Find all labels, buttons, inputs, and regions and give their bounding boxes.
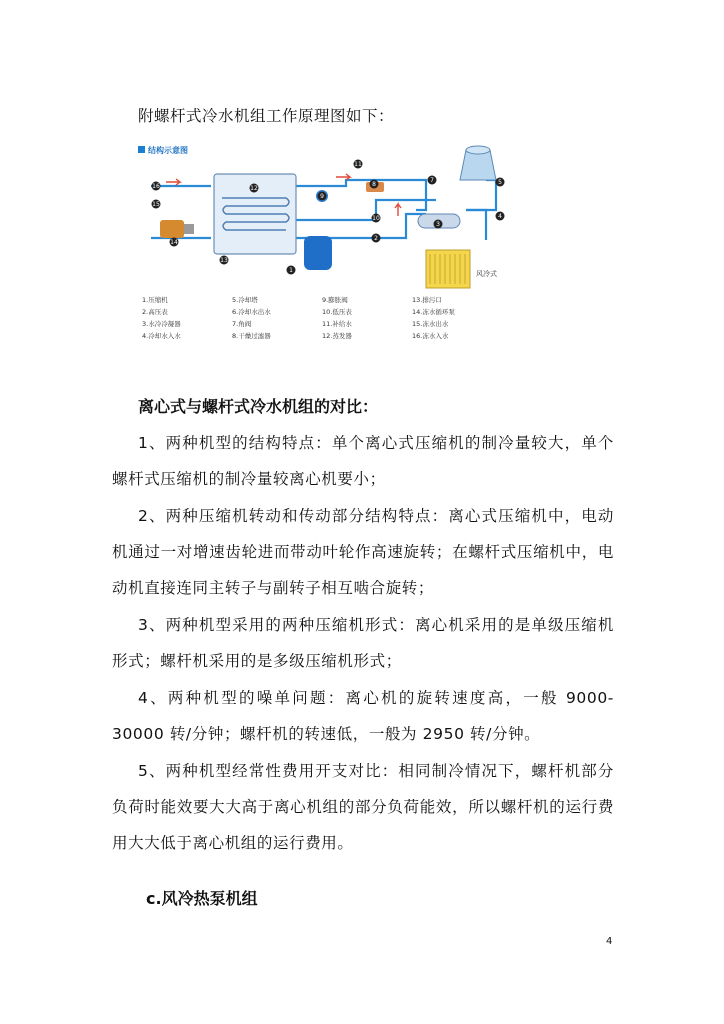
page-number: 4 — [606, 936, 613, 947]
air-cooled-label: 风冷式 — [476, 270, 497, 278]
svg-text:4: 4 — [498, 213, 502, 220]
svg-text:9.膨胀阀: 9.膨胀阀 — [322, 296, 348, 304]
diagram-title-marker — [138, 146, 145, 153]
svg-text:3: 3 — [436, 221, 440, 228]
svg-text:13.排污口: 13.排污口 — [412, 296, 442, 304]
chilled-water-pump — [160, 220, 184, 238]
svg-text:7.角阀: 7.角阀 — [232, 320, 252, 328]
cooling-tower-top — [466, 146, 490, 154]
svg-text:10.低压表: 10.低压表 — [322, 308, 352, 316]
svg-text:9: 9 — [320, 193, 324, 200]
svg-text:4.冷却水入水: 4.冷却水入水 — [142, 332, 181, 340]
chiller-principle-diagram — [136, 140, 522, 348]
svg-text:2: 2 — [374, 235, 378, 242]
paragraph-operating-cost: 5、两种机型经常性费用开支对比：相同制冷情况下，螺杆机部分负荷时能效要大大高于离心机组的部分负荷能效，所以螺杆机的运行费用大大低于离心机组的运行费用。 — [112, 762, 614, 852]
svg-text:15.冻水出水: 15.冻水出水 — [412, 320, 449, 328]
paragraph-noise: 4、两种机型的噪单问题：离心机的旋转速度高，一般 9000-30000 转/分钟；螺杆机的转速低，一般为 2950 转/分钟。 — [112, 689, 614, 743]
intro-text: 附螺杆式冷水机组工作原理图如下： — [138, 107, 395, 125]
svg-text:14.冻水循环泵: 14.冻水循环泵 — [412, 308, 455, 316]
svg-text:16: 16 — [152, 183, 160, 190]
svg-text:13: 13 — [220, 257, 228, 264]
paragraph-transmission: 2、两种压缩机转动和传动部分结构特点：离心式压缩机中，电动机通过一对增速齿轮进而带动叶轮作高速旋转；在螺杆式压缩机中，电动机直接连同主转子与副转子相互啮合旋转； — [112, 507, 614, 597]
svg-text:3.水冷冷凝器: 3.水冷冷凝器 — [142, 320, 181, 328]
svg-text:7: 7 — [430, 177, 434, 184]
svg-text:8: 8 — [372, 181, 376, 188]
svg-text:16.冻水入水: 16.冻水入水 — [412, 332, 449, 340]
paragraph-compressor-form: 3、两种机型采用的两种压缩机形式：离心机采用的是单级压缩机形式；螺杆机采用的是多级压缩机形式； — [112, 616, 614, 670]
svg-text:6.冷却水出水: 6.冷却水出水 — [232, 308, 271, 316]
pump-motor — [184, 224, 194, 234]
air-cooled-unit — [426, 250, 470, 288]
svg-text:1: 1 — [289, 267, 293, 274]
svg-text:5: 5 — [498, 179, 502, 186]
paragraph-structure: 1、两种机型的结构特点：单个离心式压缩机的制冷量较大，单个螺杆式压缩机的制冷量较离心机要小； — [112, 434, 614, 488]
subheading: c.风冷热泵机组 — [146, 889, 258, 908]
svg-text:11.补给水: 11.补给水 — [322, 320, 352, 328]
svg-text:12: 12 — [250, 185, 258, 192]
svg-text:2.高压表: 2.高压表 — [142, 308, 168, 316]
svg-text:10: 10 — [372, 215, 380, 222]
diagram-legend — [142, 295, 455, 340]
svg-text:8.干燥过滤器: 8.干燥过滤器 — [232, 332, 271, 340]
compressor — [304, 236, 332, 270]
diagram-title: 结构示意图 — [148, 146, 188, 155]
svg-text:1.压缩机: 1.压缩机 — [142, 296, 168, 304]
svg-text:14: 14 — [170, 239, 178, 246]
svg-text:5.冷却塔: 5.冷却塔 — [232, 296, 258, 304]
svg-text:11: 11 — [354, 161, 362, 168]
svg-text:12.蒸发器: 12.蒸发器 — [322, 332, 352, 340]
svg-text:15: 15 — [152, 201, 160, 208]
section-heading: 离心式与螺杆式冷水机组的对比： — [138, 397, 379, 416]
